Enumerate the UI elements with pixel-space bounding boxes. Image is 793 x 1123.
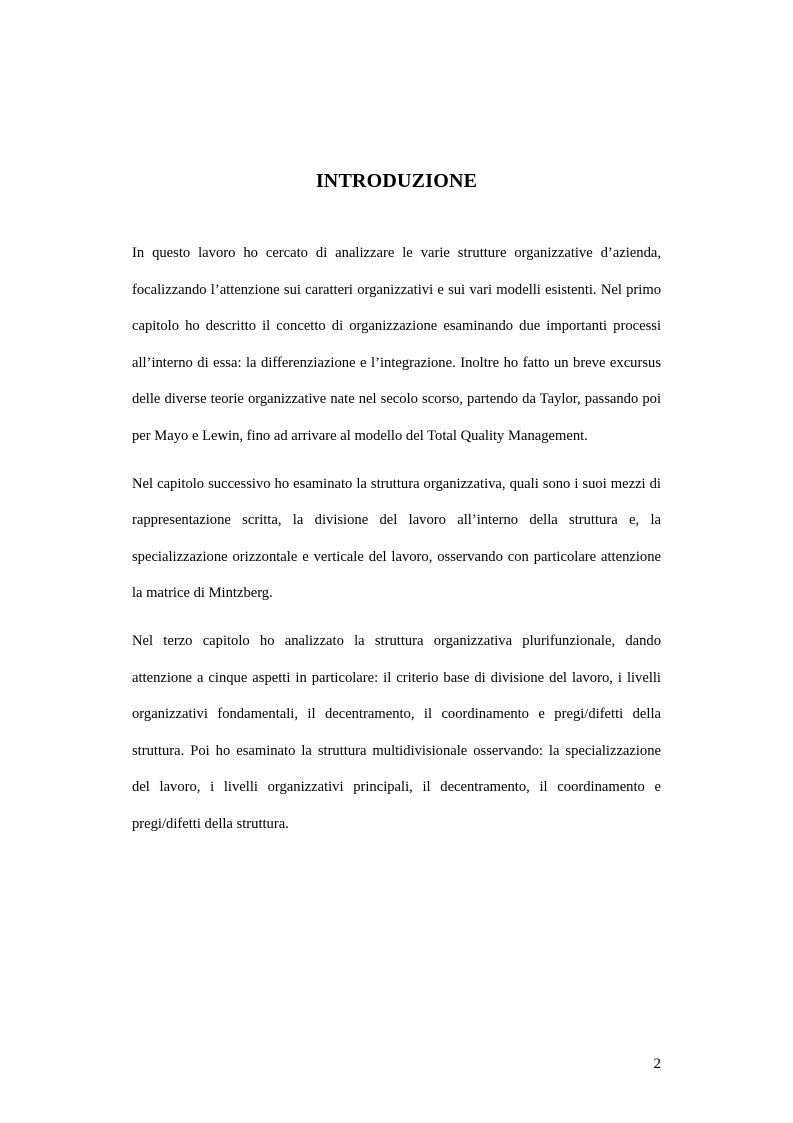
paragraph-3: Nel terzo capitolo ho analizzato la struttura organizzativa plurifunzionale, dando attenzione a cinque aspetti in particolare: il criterio base di divisione del lavoro, i livelli organizzativi fondamentali, il decentramento, il coordinamento e pregi/difetti della struttura. Poi ho esaminato la struttura multidivisionale osservando: la specializzazione del lavoro, i livelli organizzativi principali, il decentramento, il coordinamento e pregi/difetti della struttura.: [132, 632, 661, 832]
paragraph-1: In questo lavoro ho cercato di analizzare le varie strutture organizzative d’azienda, focalizzando l’attenzione sui caratteri organizzativi e sui vari modelli esistenti. Nel primo capitolo ho descritto il concetto di organizzazione esaminando due importanti processi all’interno di essa: la differenziazione e l’integrazione. Inoltre ho fatto un breve excursus delle diverse teorie organizzative nate nel secolo scorso, partendo da Taylor, passando poi per Mayo e Lewin, fino ad arrivare al modello del Total Quality Management.: [132, 245, 661, 444]
page-title: INTRODUZIONE: [315, 170, 478, 192]
body-text: [132, 235, 661, 854]
paragraph-2: Nel capitolo successivo ho esaminato la struttura organizzativa, quali sono i suoi mezzi di rappresentazione scritta, la divisione del lavoro all’interno della struttura e, la specializzazione orizzontale e verticale del lavoro, osservando con particolare attenzione la matrice di Mintzberg.: [132, 475, 661, 602]
page-number: 2: [653, 1056, 661, 1072]
